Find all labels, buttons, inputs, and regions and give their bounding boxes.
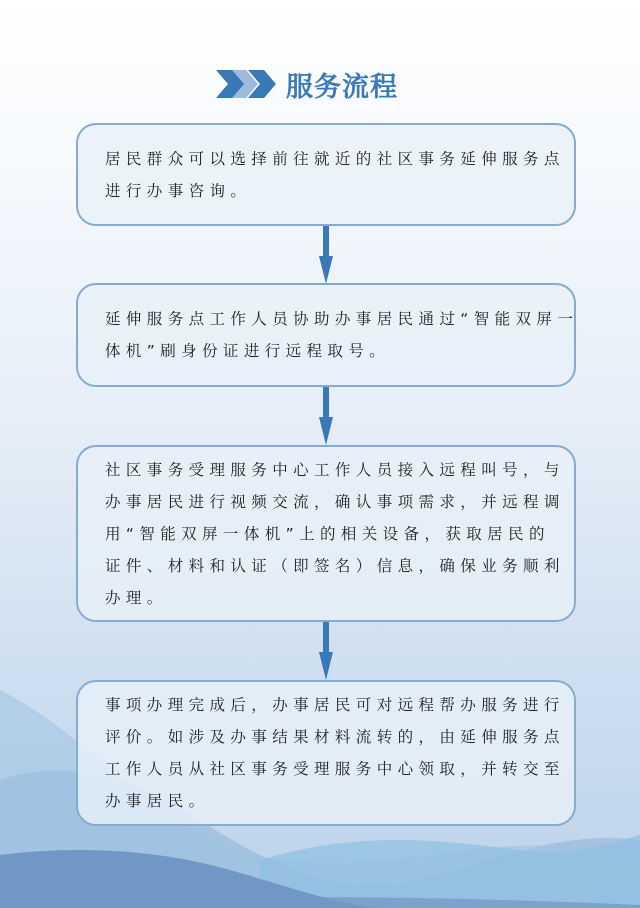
step-text-line: 办理。 (105, 588, 168, 607)
step-text-line: 延伸服务点工作人员协助办事居民通过“智能双屏一 (105, 310, 579, 328)
arrow-down-icon (319, 622, 333, 680)
step-text-line: 办事居民进行视频交流，确认事项需求，并远程调 (105, 492, 565, 511)
step-text-line: 评价。如涉及办事结果材料流转的，由延伸服务点 (105, 728, 565, 746)
step-3-box (76, 445, 576, 622)
title-text: 服务流程 (286, 71, 398, 103)
step-2-box (76, 283, 579, 387)
step-text-line: 体机”刷身份证进行远程取号。 (105, 342, 391, 360)
step-text-line: 事项办理完成后，办事居民可对远程帮办服务进行 (105, 696, 565, 714)
step-text-line: 居民群众可以选择前往就近的社区事务延伸服务点 (105, 149, 565, 168)
step-text-line: 工作人员从社区事务受理服务中心领取，并转交至 (105, 760, 565, 778)
double-chevron-icon (216, 70, 276, 98)
arrow-down-icon (319, 387, 333, 445)
step-text-line: 用“智能双屏一体机”上的相关设备，获取居民的 (105, 524, 550, 543)
arrow-down-icon (319, 226, 333, 284)
section-title (216, 66, 398, 102)
step-text-line: 进行办事咨询。 (105, 181, 252, 200)
step-text-line: 办事居民。 (105, 792, 210, 810)
step-text-line: 社区事务受理服务中心工作人员接入远程叫号，与 (105, 460, 565, 479)
step-text-line: 证件、材料和认证（即签名）信息，确保业务顺利 (105, 556, 565, 575)
step-1-box (76, 123, 576, 226)
step-4-box (76, 680, 576, 826)
